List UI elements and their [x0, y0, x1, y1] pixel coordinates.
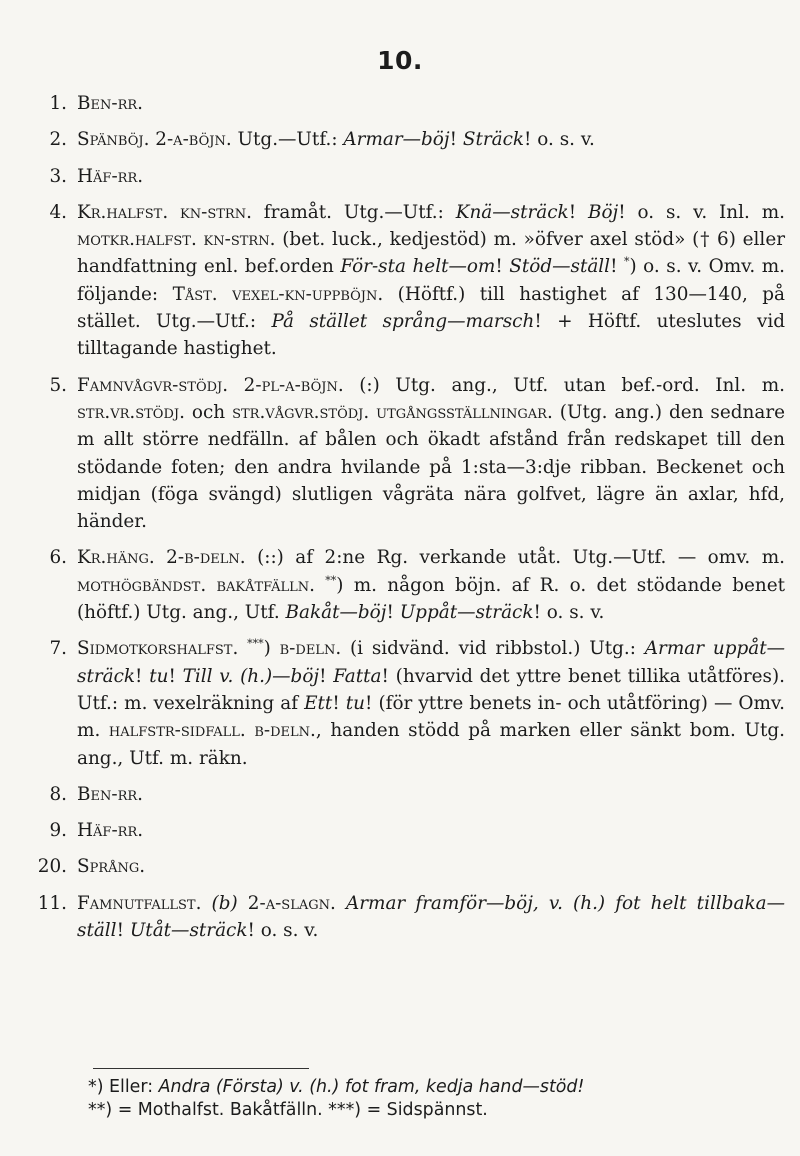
text-run: Bakåt—böj — [285, 602, 387, 624]
list-item — [30, 781, 785, 808]
text-run — [238, 638, 247, 659]
text-run: (Höftf.) till hastighet af 130—140, på stället. Utg.—Utf.: — [77, 283, 785, 333]
text-run: Armar—böj — [343, 129, 450, 151]
text-run: ! — [568, 201, 588, 223]
text-run: Utåt—sträck — [129, 920, 248, 942]
text-run — [201, 893, 211, 914]
footnote-divider — [93, 1068, 309, 1069]
list-item — [30, 199, 785, 363]
text-run: Ben-rr. — [77, 783, 144, 805]
text-run: str.vågvr.stödj. utgångsställningar. — [232, 401, 553, 423]
item-text — [77, 890, 785, 945]
text-run: ! — [168, 665, 183, 687]
item-text — [77, 126, 785, 153]
item-number: 9. — [49, 820, 67, 842]
list-item — [30, 635, 785, 771]
list-item — [30, 90, 785, 117]
text-run: motkr.halfst. kn-strn. — [77, 229, 276, 251]
item-text — [77, 199, 785, 363]
text-run: ! — [116, 920, 130, 942]
text-run: framåt. Utg.—Utf.: — [251, 201, 456, 223]
page-number: 10. — [377, 46, 423, 75]
list-item — [30, 890, 785, 945]
text-run: Till v. (h.)—böj — [182, 665, 320, 687]
text-run: mothögbändst. bakåtfälln. — [77, 574, 315, 596]
item-number: 6. — [49, 547, 67, 569]
item-text — [77, 372, 785, 536]
text-run: Spänböj. 2-a-böjn. — [77, 129, 232, 151]
text-run: På stället språng—marsch — [271, 311, 535, 333]
item-number: 4. — [49, 201, 67, 223]
list-item — [30, 372, 785, 536]
text-run: Fatta — [333, 665, 382, 687]
text-run: Uppåt—sträck — [399, 602, 534, 624]
text-run: halfstr-sidfall. b-deln., — [108, 720, 322, 742]
text-run: Häf-rr. — [77, 820, 144, 842]
text-run: Tåst. vexel-kn-uppböjn. — [172, 283, 384, 305]
footnote-marker: * — [623, 255, 630, 269]
text-run: ! — [319, 665, 334, 687]
text-run: Andra (Första) v. (h.) fot fram, kedja hand—stöd! — [158, 1077, 585, 1097]
text-run: (bet. luck., kedjestöd) m. »öfver axel stöd» († 6) eller handfattning enl. bef.orden — [77, 229, 785, 278]
text-run: Häf-rr. — [77, 165, 144, 187]
text-run: (i sidvänd. vid ribbstol.) Utg.: — [341, 638, 645, 660]
text-run: För-sta helt—om — [340, 256, 496, 278]
text-run: Famnvågvr-stödj. 2-pl-a-böjn. — [77, 374, 344, 396]
text-run: ) m. någon böjn. af R. o. det stödande benet (höftf.) Utg. ang., Utf. — [77, 574, 785, 624]
text-run: och — [184, 401, 233, 423]
item-text — [77, 635, 785, 771]
text-run — [315, 575, 325, 596]
text-run: tu — [345, 692, 366, 714]
text-run: ! o. s. v. Inl. m. — [618, 201, 786, 223]
text-run: Knä—sträck — [455, 201, 569, 223]
text-run: (b) — [211, 892, 238, 914]
item-text — [77, 163, 785, 190]
text-run: ! — [495, 256, 510, 278]
text-run: b-deln. — [279, 638, 342, 660]
text-run: ) o. s. v. Omv. m. följande: — [77, 256, 785, 305]
list-item — [30, 853, 785, 880]
text-run: Famnutfallst. — [77, 892, 202, 914]
text-run — [336, 893, 346, 914]
text-run: *) Eller: — [88, 1077, 159, 1097]
item-number: 3. — [49, 165, 67, 187]
item-text — [77, 853, 785, 880]
item-number: 5. — [49, 374, 67, 396]
item-number: 7. — [49, 638, 67, 660]
text-run: handen stödd på marken eller sänkt bom. Utg. ang., Utf. m. räkn. — [77, 720, 785, 769]
list-item — [30, 817, 785, 844]
text-run: Stöd—ställ — [509, 256, 611, 278]
item-text — [77, 90, 785, 117]
text-run: ! — [332, 692, 346, 714]
text-run: Sträck — [462, 129, 525, 151]
exercise-list — [30, 90, 785, 953]
text-run: (::) af 2:ne Rg. verkande utåt. Utg.—Utf. — omv. m. — [245, 547, 785, 569]
item-number: 11. — [37, 892, 67, 914]
list-item — [30, 163, 785, 190]
text-run: Utg.—Utf.: — [231, 129, 344, 151]
text-run: ) — [263, 638, 280, 660]
text-run: Armar framför—böj, v. (h.) fot helt tillbaka—ställ — [77, 892, 785, 942]
footnote-marker: ** — [325, 573, 337, 587]
text-run: ! (hvarvid det yttre benet tillika utåtföres). Utf.: m. vexelräkning af — [77, 665, 786, 714]
text-run: ! — [449, 129, 463, 151]
text-run: ! + Höftf. uteslutes vid tilltagande hastighet. — [77, 311, 785, 360]
text-run: tu — [149, 665, 169, 687]
footnotes — [88, 1076, 738, 1122]
text-run — [238, 893, 248, 914]
text-run: ! (för yttre benets in- och utåtföring) — Omv. m. — [77, 692, 785, 742]
text-run: Ben-rr. — [77, 93, 144, 114]
text-run: ! o. s. v. — [247, 920, 319, 942]
text-run: Språng. — [77, 856, 146, 878]
text-run: Böj — [587, 201, 619, 223]
text-run: **) = Mothalfst. Bakåtfälln. ***) = Sidspännst. — [88, 1100, 488, 1120]
text-run: ! — [386, 602, 400, 624]
text-run: Kr.halfst. kn-strn. — [77, 201, 252, 223]
text-run: (Utg. ang.) den sednare m allt större nedfälln. af bålen och ökadt afstånd från redskapet till den stödande foten; den andra hvilande på 1:sta—3:dje ribban. Beckenet och midjan (föga svängd) slutligen vågräta nära golfvet, lägre än axlar, hfd, händer. — [77, 401, 785, 533]
text-run: 2-a-slagn. — [247, 892, 336, 914]
text-run: Kr.häng. 2-b-deln. — [77, 547, 246, 569]
text-run: (:) Utg. ang., Utf. utan bef.-ord. Inl. m. — [343, 374, 785, 396]
text-run: Armar uppåt—sträck — [77, 638, 785, 687]
text-run: Sidmotkorshalfst. — [77, 638, 239, 660]
list-item — [30, 126, 785, 153]
item-text — [77, 817, 785, 844]
item-text — [77, 544, 785, 626]
item-number: 8. — [49, 783, 67, 805]
text-run: ! o. s. v. — [524, 129, 595, 151]
text-run: ! — [135, 665, 150, 687]
item-number: 2. — [49, 129, 67, 151]
text-run: ! — [610, 256, 624, 278]
text-run: str.vr.stödj. — [77, 401, 185, 423]
item-number: 20. — [37, 856, 67, 878]
footnote-marker: *** — [247, 637, 264, 651]
footnote — [88, 1099, 738, 1122]
text-run: Ett — [304, 692, 333, 714]
text-run: ! o. s. v. — [533, 602, 605, 624]
footnote — [88, 1076, 738, 1099]
list-item — [30, 544, 785, 626]
item-number: 1. — [49, 93, 67, 114]
item-text — [77, 781, 785, 808]
